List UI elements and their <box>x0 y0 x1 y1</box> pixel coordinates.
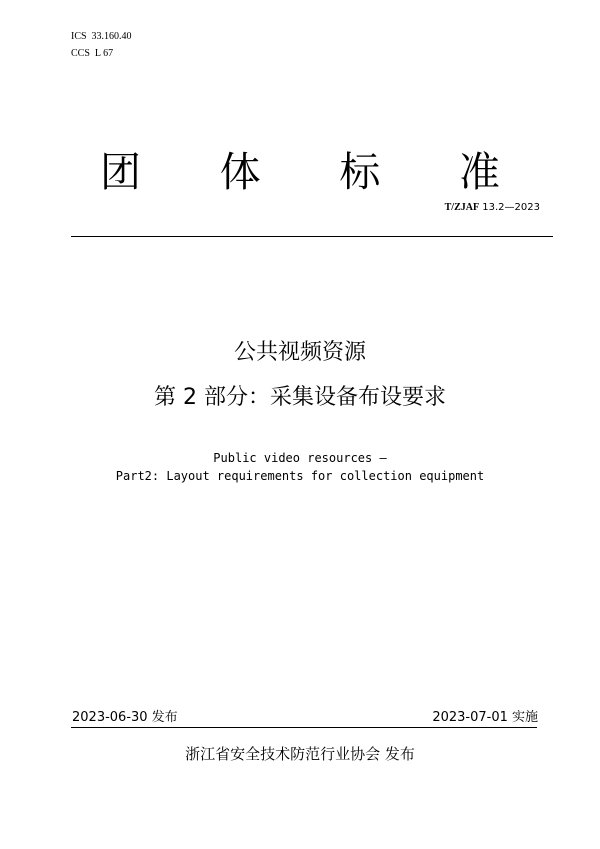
doc-number-value: 13.2—2023 <box>479 202 540 213</box>
publish-date: 2023-06-30 发布 <box>72 710 178 725</box>
classification-codes <box>71 28 132 62</box>
ics-code: ICS 33.160.40 <box>71 31 132 42</box>
bottom-divider <box>71 727 537 728</box>
doc-type-char: 体 <box>219 148 261 196</box>
title-en-part: Part2: Layout requirements for collection equipment <box>115 469 485 483</box>
top-divider <box>71 236 553 237</box>
title-cn-main: 公共视频资源 <box>233 340 366 365</box>
doc-type-char: 团 <box>100 148 141 196</box>
document-number <box>445 201 540 215</box>
title-cn-part: 第 2 部分：采集设备布设要求 <box>154 385 446 410</box>
document-type-heading <box>100 146 500 198</box>
doc-type-char: 准 <box>458 148 500 196</box>
publisher-line: 浙江省安全技术防范行业协会 发布 <box>185 745 415 763</box>
doc-number-prefix: T/ZJAF <box>444 202 480 213</box>
title-en-main: Public video resources — <box>213 451 387 465</box>
ccs-code: CCS L 67 <box>71 48 114 59</box>
doc-type-char: 标 <box>339 148 381 196</box>
implement-date: 2023-07-01 实施 <box>432 710 538 725</box>
